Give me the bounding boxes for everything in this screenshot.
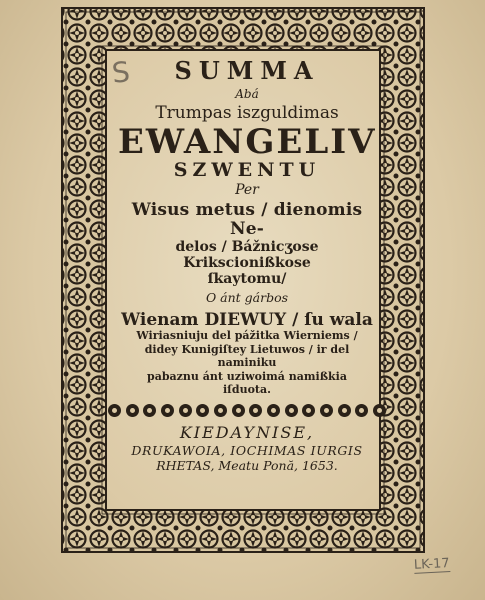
line-visus-2: delos / Bážnicʒose Krikscionißkose	[175, 238, 319, 271]
imprint-place: KIEDAYNISE,	[179, 423, 315, 442]
ornament-icon	[320, 404, 333, 417]
line-small-2: didey Kunigiſtey Lietuwos / ir del naminiku	[144, 342, 350, 370]
ornament-icon	[232, 404, 245, 417]
title-ewangeliv: EWANGELIV	[118, 122, 377, 163]
imprint	[110, 424, 384, 473]
ornament-icon	[285, 404, 298, 417]
line-trumpas: Trumpas iszguldimas	[155, 102, 339, 123]
line-visus-3: ſkaytomu/	[207, 270, 287, 287]
title-szwentu: SZWENTU	[173, 159, 321, 182]
ornament-icon	[161, 404, 174, 417]
ornament-icon	[355, 404, 368, 417]
line-visus-1: Wisus metus / dienomis Ne-	[131, 199, 363, 239]
ornament-icon	[249, 404, 262, 417]
ornament-icon	[302, 404, 315, 417]
ornament-icon	[143, 404, 156, 417]
imprint-printer-date: RHETAS, Meatu Ponă, 1653.	[156, 458, 338, 474]
ornament-icon	[338, 404, 351, 417]
ornament-divider	[108, 402, 386, 418]
title-block	[118, 54, 376, 396]
line-per: Per	[235, 182, 259, 199]
imprint-printer: DRUKAWOIA, IOCHIMAS IURGIS	[131, 442, 363, 458]
ornament-icon	[267, 404, 280, 417]
ornament-icon	[179, 404, 192, 417]
line-small-1: Wiriasniuju del pážitka Wierniems /	[136, 329, 358, 343]
line-small-3: pabaznu ánt uziwoimá namißkia	[147, 369, 347, 383]
line-ant: O ánt gárbos	[205, 289, 289, 305]
title-summa: SUMMA	[174, 56, 320, 85]
shelfmark: LK-17	[413, 556, 450, 573]
handwritten-mark: S	[110, 55, 132, 90]
ornament-icon	[214, 404, 227, 417]
ornament-icon	[196, 404, 209, 417]
line-small-4: iſduota.	[223, 382, 271, 396]
ornament-icon	[126, 404, 139, 417]
line-aba: Abá	[235, 87, 259, 102]
ornament-icon	[108, 404, 121, 417]
ornament-icon	[373, 404, 386, 417]
line-wienam: Wienam DIEWUY / ſu wala	[121, 309, 373, 330]
